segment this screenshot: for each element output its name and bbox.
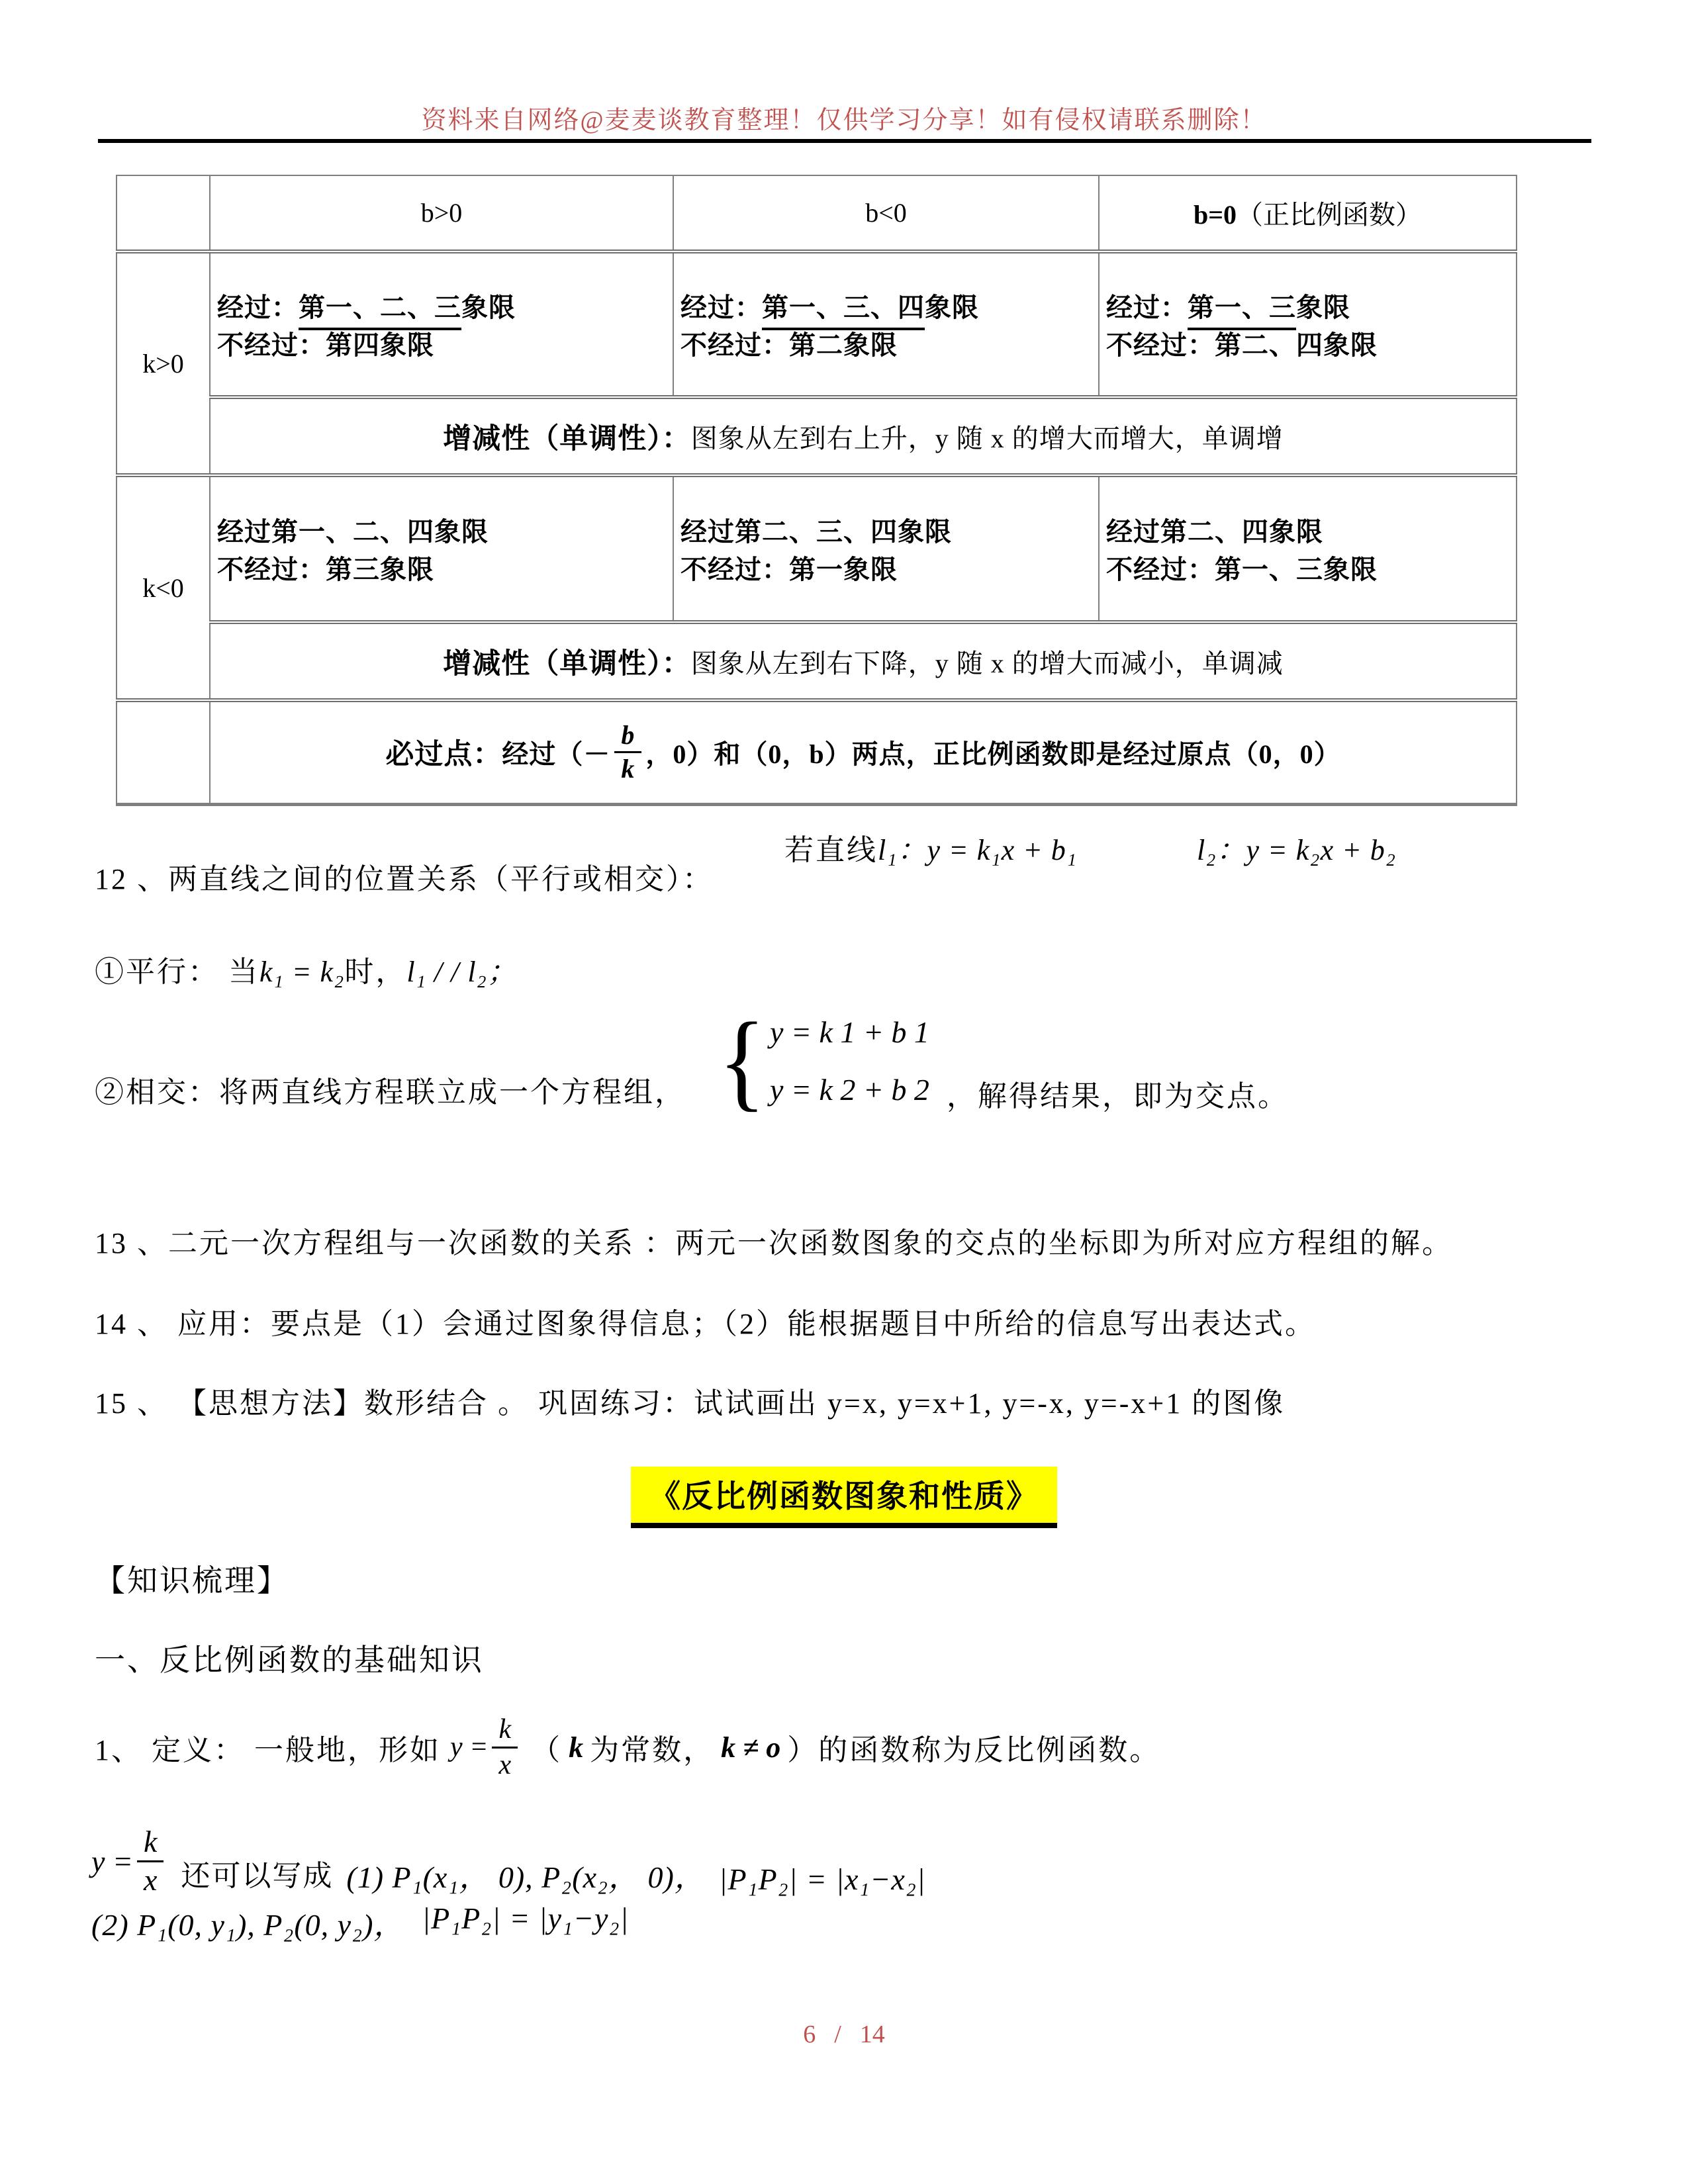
linear-function-properties-table — [116, 175, 1517, 806]
item-12-text: 12 、两直线之间的位置关系（平行或相交）： — [95, 863, 714, 895]
parallel-cjk-1: 当 — [228, 956, 259, 988]
line1-cjk: 若直线 — [784, 834, 878, 866]
fraction-numerator: k — [492, 1714, 518, 1748]
must-pass-post: ，0）和（0，b）两点，正比例函数即是经过原点（0，0） — [645, 739, 1341, 770]
quadrant-cell-kpos-bzero — [1099, 251, 1517, 397]
definition-mid: 为常数， — [590, 1734, 715, 1766]
not-enter-text: 不经过：第一象限 — [680, 555, 898, 584]
must-pass-row — [210, 700, 1517, 804]
enter-prefix: 经过： — [1106, 293, 1188, 322]
enter-quadrants: 第一、三 — [1188, 293, 1296, 330]
fraction-lhs: y = — [450, 1732, 489, 1762]
enter-quadrants: 第一、二、三 — [299, 293, 461, 330]
rewrite-points-1: (1) P₁(x₁， 0), P₂(x₂， 0)， — [346, 1860, 706, 1895]
b-zero-note: （正比例函数） — [1237, 200, 1423, 230]
enter-text: 经过第一、二、四象限 — [217, 517, 489, 547]
must-pass-label: 必过点： — [385, 739, 502, 771]
not-enter-text: 不经过：第四象限 — [217, 330, 434, 360]
parallel-label: ①平行： — [95, 956, 219, 988]
definition-pre: 1、 定义： 一般地，形如 — [95, 1734, 441, 1766]
item-14: 14 、 应用：要点是（1）会通过图象得信息；（2）能根据题目中所给的信息写出表达式。 — [95, 1308, 1316, 1340]
definition-post: ）的函数称为反比例函数。 — [787, 1734, 1161, 1766]
fraction-denominator: x — [498, 1749, 512, 1780]
table-header-b-negative: b<0 — [673, 175, 1099, 251]
definition-line — [95, 1696, 1160, 1799]
not-enter-text: 不经过：第一、三象限 — [1106, 555, 1378, 584]
fraction-numerator: b — [614, 721, 641, 753]
line1-math: l₁：y = k₁x + b₁ — [878, 834, 1078, 866]
not-enter-text: 不经过：第三象限 — [217, 555, 434, 584]
parallel-math-1: k₁ = k₂ — [259, 956, 345, 988]
item-15: 15 、 【思想方法】数形结合 。 巩固练习：试试画出 y=x, y=x+1, y=-x, y=-x+1 的图像 — [95, 1387, 1286, 1420]
enter-suffix: 象限 — [1296, 293, 1350, 322]
total-pages: 14 — [859, 2021, 885, 2048]
rewrite-block — [91, 1825, 925, 1944]
header-divider-line — [98, 139, 1591, 143]
item-12-line2-formula: l₂：y = k₂x + b₂ — [1197, 834, 1397, 866]
quadrant-cell-kneg-bneg — [673, 475, 1099, 622]
rewrite-label: 还可以写成 — [181, 1860, 334, 1893]
fraction-lhs: y = — [91, 1844, 133, 1878]
system-equation-2: y = k 2 + b 2 — [770, 1073, 929, 1107]
rewrite-points-2: (2) P₁(0, y₁), P₂(0, y₂)， — [91, 1908, 405, 1942]
fraction-b-over-k — [614, 721, 641, 784]
monotonicity-row-k-negative — [210, 622, 1517, 700]
rewrite-distance-1: |P₁P₂| = |x₁−x₂| — [718, 1862, 926, 1897]
monotonicity-text: 图象从左到右下降，y 随 x 的增大而减小，单调减 — [690, 648, 1284, 678]
quadrant-cell-kpos-bneg — [673, 251, 1099, 397]
fraction-y-equals-k-over-x-2 — [91, 1825, 167, 1897]
fraction-denominator: k — [621, 754, 635, 784]
definition-paren-open: （ — [531, 1734, 563, 1766]
row-label-k-positive: k>0 — [117, 251, 210, 475]
enter-suffix: 象限 — [925, 293, 979, 322]
not-enter-text: 不经过：第二象限 — [680, 330, 898, 360]
enter-suffix: 象限 — [461, 293, 516, 322]
monotonicity-label: 增减性（单调性）： — [443, 423, 691, 455]
system-equation-1: y = k 1 + b 1 — [770, 1015, 929, 1049]
row-label-empty — [117, 700, 210, 804]
enter-prefix: 经过： — [680, 293, 762, 322]
item-12-intersect-post: ，解得结果，即为交点。 — [947, 1080, 1289, 1113]
header-notice: 资料来自网络@麦麦谈教育整理！仅供学习分享！如有侵权请联系删除！ — [421, 107, 1267, 134]
table-header-b-positive: b>0 — [210, 175, 673, 251]
row-label-k-negative: k<0 — [117, 475, 210, 700]
parallel-math-2: l₁ / / l₂； — [406, 956, 517, 988]
fraction-numerator: k — [137, 1825, 164, 1862]
enter-text: 经过第二、三、四象限 — [680, 517, 952, 547]
b-zero-math: b=0 — [1193, 200, 1237, 230]
subsection-heading: 一、反比例函数的基础知识 — [95, 1643, 484, 1677]
section-title-row — [0, 1467, 1688, 1528]
parallel-cjk-2: 时， — [344, 956, 407, 988]
fraction-denominator: x — [143, 1862, 158, 1897]
item-13: 13 、二元一次方程组与一次函数的关系 ：两元一次函数图象的交点的坐标即为所对应方程组的解。 — [95, 1227, 1453, 1259]
monotonicity-label: 增减性（单调性）： — [443, 648, 691, 680]
footer-page-number — [0, 2020, 1688, 2049]
section-title: 《反比例函数图象和性质》 — [631, 1467, 1057, 1528]
knowledge-heading: 【知识梳理】 — [95, 1564, 289, 1598]
definition-k-nonzero: k ≠ o — [721, 1731, 781, 1764]
current-page: 6 — [803, 2021, 816, 2048]
system-brace: { — [718, 1000, 766, 1122]
item-12-parallel — [95, 953, 517, 991]
item-12-line1-formula — [784, 831, 1077, 869]
table-header-empty — [117, 175, 210, 251]
must-pass-pre: 经过（－ — [502, 739, 611, 770]
not-enter-text: 不经过：第二、四象限 — [1106, 330, 1378, 360]
enter-prefix: 经过： — [217, 293, 299, 322]
rewrite-distance-2: |P₁P₂| = |y₁−y₂| — [422, 1901, 630, 1936]
definition-k: k — [569, 1731, 584, 1764]
monotonicity-row-k-positive — [210, 397, 1517, 475]
fraction-y-equals-k-over-x — [450, 1714, 522, 1780]
enter-quadrants: 第一、三、四 — [762, 293, 925, 330]
item-12-intersect-pre: ②相交：将两直线方程联立成一个方程组， — [95, 1076, 686, 1109]
quadrant-cell-kneg-bzero — [1099, 475, 1517, 622]
quadrant-cell-kneg-bpos — [210, 475, 673, 622]
equation-system — [718, 1000, 929, 1122]
table-header-b-zero — [1099, 175, 1517, 251]
enter-text: 经过第二、四象限 — [1106, 517, 1323, 547]
monotonicity-text: 图象从左到右上升，y 随 x 的增大而增大，单调增 — [690, 423, 1284, 453]
page-separator: / — [834, 2021, 841, 2048]
quadrant-cell-kpos-bpos — [210, 251, 673, 397]
